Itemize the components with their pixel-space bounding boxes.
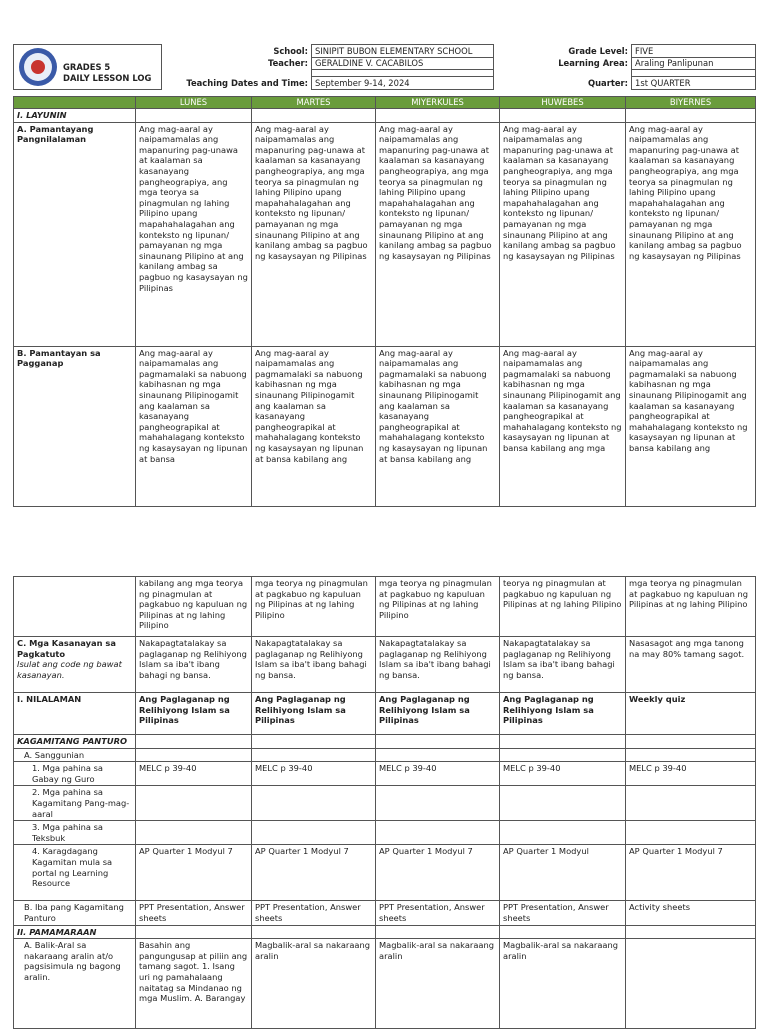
table-cell: Weekly quiz	[626, 693, 756, 735]
table-cell: Ang mag-aaral ay naipamamalas ang pagmamalaki sa nabuong kabihasnan ng mga sinaunang Pilipinogamit ang kaalaman sa kasanayang pangheograpikal at mahahalagang konteksto ng kasaysayan ng lipunan at bansa	[136, 346, 252, 506]
table-cell: MELC p 39-40	[376, 762, 500, 786]
learning-area-label: Learning Area:	[558, 58, 628, 69]
sanggunian-row	[14, 748, 756, 762]
day-biyernes: BIYERNES	[626, 97, 756, 109]
table-cell: AP Quarter 1 Modyul 7	[626, 845, 756, 901]
table-cell: Ang Paglaganap ng Relihiyong Islam sa Pilipinas	[376, 693, 500, 735]
deped-seal-icon	[19, 48, 57, 86]
page-one	[13, 44, 755, 507]
table-cell: MELC p 39-40	[626, 762, 756, 786]
day-lunes: LUNES	[136, 97, 252, 109]
table-cell: MELC p 39-40	[136, 762, 252, 786]
log-title: DAILY LESSON LOG	[63, 73, 152, 83]
nilalaman-row	[14, 693, 756, 735]
table-cell: PPT Presentation, Answer sheets	[136, 901, 252, 925]
gabay-guro-row	[14, 762, 756, 786]
table-cell: Ang mag-aaral ay naipamamalas ang mapanuring pag-unawa at kaalaman sa kasanayang pangheograpiya, ang mga teorya sa pinagmulan ng lahing Pilipino upang mapahahalagahan ang konteksto ng lipunan/ pamayanan ng mga sinaunang Pilipino at ang kanilang ambag sa pagbuo ng kasaysayan ng Pilipinas	[500, 122, 626, 346]
table-cell: Ang Paglaganap ng Relihiyong Islam sa Pilipinas	[136, 693, 252, 735]
teksbuk-row	[14, 821, 756, 845]
teacher-label: Teacher:	[267, 58, 308, 69]
table-cell: Activity sheets	[626, 901, 756, 925]
grade-title: GRADES 5	[63, 62, 111, 72]
page-two	[13, 576, 755, 1029]
table-cell: Ang Paglaganap ng Relihiyong Islam sa Pilipinas	[252, 693, 376, 735]
gabay-guro-label: 1. Mga pahina sa Gabay ng Guro	[14, 762, 136, 786]
table-cell: mga teorya ng pinagmulan at pagkabuo ng kapuluan ng Pilipinas at ng lahing Pilipino	[252, 577, 376, 637]
teaching-dates-label: Teaching Dates and Time:	[186, 77, 308, 88]
quarter-value: 1st QUARTER	[632, 77, 756, 90]
quarter-label: Quarter:	[587, 77, 628, 88]
table-cell: MELC p 39-40	[500, 762, 626, 786]
kagamitan-row	[14, 735, 756, 749]
grade-level-value: FIVE	[632, 45, 756, 58]
kagamitang-pang-mag-aaral-row	[14, 786, 756, 821]
table-cell: Ang mag-aaral ay naipamamalas ang pagmamalaki sa nabuong kabihasnan ng mga sinaunang Pilipinogamit ang kaalaman sa kasanayang pangheograpikal at mahahalagang konteksto ng kasaysayan ng lipunan at bansa kabilang ang mga	[500, 346, 626, 506]
pamantayan-sa-pagganap-label: B. Pamantayan sa Pagganap	[14, 346, 136, 506]
school-value: SINIPIT BUBON ELEMENTARY SCHOOL	[312, 45, 494, 58]
pamamaraan-row	[14, 925, 756, 939]
table-cell: teorya ng pinagmulan at pagkabuo ng kapuluan ng Pilipinas at ng lahing Pilipino	[500, 577, 626, 637]
table-cell: MELC p 39-40	[252, 762, 376, 786]
table-cell: Magbalik-aral sa nakaraang aralin	[252, 939, 376, 1029]
iba-pang-kagamitan-label: B. Iba pang Kagamitang Panturo	[14, 901, 136, 925]
kasanayan-row	[14, 637, 756, 693]
table-cell: AP Quarter 1 Modyul	[500, 845, 626, 901]
table-cell: Nakapagtatalakay sa paglaganap ng Relihiyong Islam sa iba't ibang bahagi ng bansa.	[376, 637, 500, 693]
table-cell: Ang Paglaganap ng Relihiyong Islam sa Pilipinas	[500, 693, 626, 735]
table-cell: Nakapagtatalakay sa paglaganap ng Relihiyong Islam sa iba't ibang bahagi ng bansa.	[252, 637, 376, 693]
table-cell: PPT Presentation, Answer sheets	[500, 901, 626, 925]
sanggunian-label: A. Sanggunian	[14, 748, 136, 762]
table-cell: Ang mag-aaral ay naipamamalas ang mapanuring pag-unawa at kaalaman sa kasanayang pangheograpiya, ang mga teorya sa pinagmulan ng lahing Pilipino upang mapahahalagahan ang konteksto ng lipunan/ pamayanan ng mga sinaunang Pilipino at ang kanilang ambag sa pagbuo ng kasaysayan ng Pilipinas	[376, 122, 500, 346]
pamantayang-pangnilalaman-row	[14, 122, 756, 346]
pamamaraan-label: II. PAMAMARAAN	[14, 925, 136, 939]
table-cell: Nakapagtatalakay sa paglaganap ng Relihiyong Islam sa iba't ibang bahagi ng bansa.	[500, 637, 626, 693]
kagamitan-label: KAGAMITANG PANTURO	[14, 735, 136, 749]
table-cell: Ang mag-aaral ay naipamamalas ang pagmamalaki sa nabuong kabihasnan ng mga sinaunang Pilipinogamit ang kaalaman sa kasanayang pangheograpikal at mahahalagang konteksto ng kasaysayan ng lipunan at bansa kabilang ang	[626, 346, 756, 506]
grade-level-label: Grade Level:	[568, 45, 628, 56]
day-martes: MARTES	[252, 97, 376, 109]
table-cell: Ang mag-aaral ay naipamamalas ang mapanuring pag-unawa at kaalaman sa kasanayang pangheograpiya, ang mga teorya sa pinagmulan ng lahing Pilipino upang mapahahalagahan ang konteksto ng lipunan/ pamayanan ng mga sinaunang Pilipino at ang kanilang ambag sa pagbuo ng kasaysayan ng Pilipinas	[626, 122, 756, 346]
table-cell: Magbalik-aral sa nakaraang aralin	[376, 939, 500, 1029]
school-label: School:	[273, 45, 308, 56]
kagamitang-pang-mag-aaral-label: 2. Mga pahina sa Kagamitang Pang-mag-aaral	[14, 786, 136, 821]
table-cell: AP Quarter 1 Modyul 7	[376, 845, 500, 901]
day-huwebes: HUWEBES	[500, 97, 626, 109]
table-cell: mga teorya ng pinagmulan at pagkabuo ng kapuluan ng Pilipinas at ng lahing Pilipino	[626, 577, 756, 637]
kasanayan-note: Isulat ang code ng bawat kasanayan.	[17, 659, 122, 680]
lesson-table-page-one	[13, 96, 756, 507]
day-header-row	[14, 97, 756, 109]
balik-aral-label: A. Balik-Aral sa nakaraang aralin at/o pagsisimula ng bagong aralin.	[14, 939, 136, 1029]
learning-resource-label: 4. Karagdagang Kagamitan mula sa portal ng Learning Resource	[14, 845, 136, 901]
table-cell: Ang mag-aaral ay naipamamalas ang pagmamalaki sa nabuong kabihasnan ng mga sinaunang Pilipinogamit ang kaalaman sa kasanayang pangheograpikal at mahahalagang konteksto ng kasaysayan ng lipunan at bansa kabilang ang	[252, 346, 376, 506]
deped-logo-cell	[14, 45, 162, 90]
table-cell: Ang mag-aaral ay naipamamalas ang mapanuring pag-unawa at kaalaman sa kasanayang pangheograpiya, ang mga teorya sa pinagmulan ng lahing Pilipino upang mapahahalagahan ang konteksto ng lipunan/ pamayanan ng mga sinaunang Pilipino at ang kanilang ambag sa pagbuo ng kasaysayan ng Pilipinas	[252, 122, 376, 346]
table-cell: Ang mag-aaral ay naipamamalas ang pagmamalaki sa nabuong kabihasnan ng mga sinaunang Pilipinogamit ang kaalaman sa kasanayang pangheograpikal at mahahalagang konteksto ng kasaysayan ng lipunan at bansa kabilang ang	[376, 346, 500, 506]
table-cell: AP Quarter 1 Modyul 7	[136, 845, 252, 901]
table-cell: mga teorya ng pinagmulan at pagkabuo ng kapuluan ng Pilipinas at ng lahing Pilipino	[376, 577, 500, 637]
table-cell: AP Quarter 1 Modyul 7	[252, 845, 376, 901]
day-miyerkules: MIYERKULES	[376, 97, 500, 109]
balik-aral-row	[14, 939, 756, 1029]
table-cell: PPT Presentation, Answer sheets	[252, 901, 376, 925]
nilalaman-label: I. NILALAMAN	[14, 693, 136, 735]
table-cell: Nasasagot ang mga tanong na may 80% tamang sagot.	[626, 637, 756, 693]
table-cell: PPT Presentation, Answer sheets	[376, 901, 500, 925]
learning-area-value: Araling Panlipunan	[632, 57, 756, 70]
table-cell: Basahin ang pangungusap at piliin ang tamang sagot. 1. Isang uri ng pamahalaang naitatag sa Mindanao ng mga Muslim. A. Barangay	[136, 939, 252, 1029]
kasanayan-label: C. Mga Kasanayan sa Pagkatuto	[17, 638, 116, 659]
learning-resource-row	[14, 845, 756, 901]
table-cell	[626, 939, 756, 1029]
teaching-dates-value: September 9-14, 2024	[312, 77, 494, 90]
teksbuk-label: 3. Mga pahina sa Teksbuk	[14, 821, 136, 845]
pamantayan-sa-pagganap-row	[14, 346, 756, 506]
header-table	[13, 44, 756, 90]
layunin-label: I. LAYUNIN	[14, 109, 136, 123]
table-cell: Ang mag-aaral ay naipamamalas ang mapanuring pag-unawa at kaalaman sa kasanayang pangheograpiya, ang mga teorya sa pinagmulan ng lahing Pilipino upang mapahahalagahan ang konteksto ng lipunan/ pamayanan ng mga sinaunang Pilipino at ang kanilang ambag sa pagbuo ng kasaysayan ng Pilipinas	[136, 122, 252, 346]
table-cell: Magbalik-aral sa nakaraang aralin	[500, 939, 626, 1029]
table-cell: kabilang ang mga teorya ng pinagmulan at pagkabuo ng kapuluan ng Pilipinas at ng lahing Pilipino	[136, 577, 252, 637]
iba-pang-kagamitan-row	[14, 901, 756, 925]
lesson-table-page-two	[13, 576, 756, 1029]
teacher-value: GERALDINE V. CACABILOS	[312, 57, 494, 70]
pamantayang-pangnilalaman-label: A. Pamantayang Pangnilalaman	[14, 122, 136, 346]
continued-row	[14, 577, 756, 637]
layunin-row	[14, 109, 756, 123]
table-cell: Nakapagtatalakay sa paglaganap ng Relihiyong Islam sa iba't ibang bahagi ng bansa.	[136, 637, 252, 693]
